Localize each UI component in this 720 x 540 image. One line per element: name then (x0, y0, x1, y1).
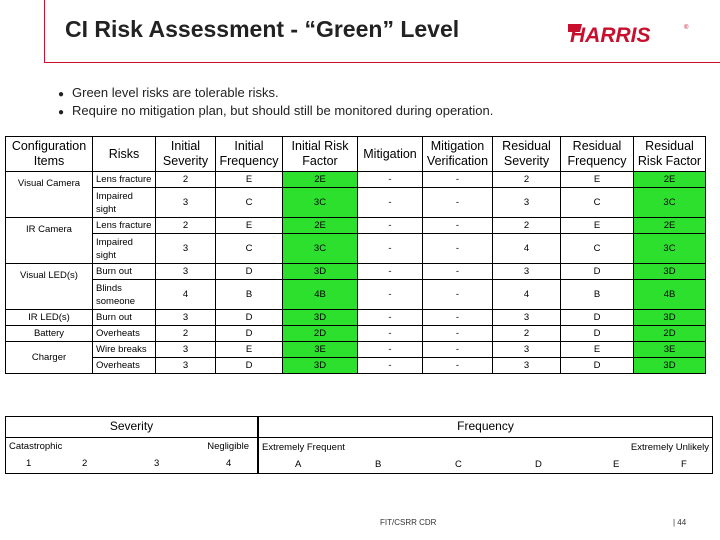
frequency-level: F (681, 459, 687, 470)
residual-risk-factor-cell: 3D (634, 264, 706, 280)
severity-scale-title: Severity (109, 419, 154, 433)
initial-risk-factor-cell: 2D (283, 326, 358, 342)
severity-level: 4 (226, 458, 232, 469)
header-initial-risk-factor: Initial Risk Factor (283, 137, 358, 172)
header-rule (44, 62, 720, 63)
initial-severity-cell: 3 (156, 188, 216, 218)
mitigation-cell: - (358, 326, 423, 342)
residual-risk-factor-cell: 2D (634, 326, 706, 342)
initial-risk-factor-cell: 2E (283, 218, 358, 234)
risk-cell: Impaired sight (93, 188, 156, 218)
residual-frequency-cell: C (561, 234, 634, 264)
mitigation-verification-cell: - (423, 310, 493, 326)
mitigation-verification-cell: - (423, 342, 493, 358)
initial-frequency-cell: D (216, 358, 283, 374)
bullet-item (58, 102, 493, 120)
severity-level: 3 (154, 458, 160, 469)
header-accent-line (44, 0, 45, 62)
initial-severity-cell: 2 (156, 218, 216, 234)
bullet-dot-icon: ● (58, 89, 65, 100)
frequency-level: C (455, 459, 462, 470)
residual-frequency-cell: C (561, 188, 634, 218)
config-item-cell: Visual LED(s) (6, 264, 93, 310)
table-row (6, 326, 706, 342)
mitigation-cell: - (358, 342, 423, 358)
header-configuration-items: Configuration Items (6, 137, 93, 172)
residual-frequency-cell: B (561, 280, 634, 310)
bullet-text: Green level risks are tolerable risks. (72, 85, 279, 100)
frequency-low-label: Extremely Frequent (262, 442, 345, 453)
mitigation-verification-cell: - (423, 234, 493, 264)
initial-frequency-cell: E (216, 342, 283, 358)
risk-cell: Burn out (93, 264, 156, 280)
mitigation-cell: - (358, 264, 423, 280)
initial-frequency-cell: E (216, 172, 283, 188)
config-item-cell: Charger (6, 342, 93, 374)
initial-risk-factor-cell: 3D (283, 358, 358, 374)
initial-frequency-cell: C (216, 188, 283, 218)
svg-text:®: ® (684, 25, 689, 31)
config-item-cell: IR LED(s) (6, 310, 93, 326)
initial-risk-factor-cell: 3E (283, 342, 358, 358)
header-risks: Risks (93, 137, 156, 172)
residual-severity-cell: 2 (493, 218, 561, 234)
risk-cell: Wire breaks (93, 342, 156, 358)
table-row (6, 234, 706, 264)
footer-label: FIT/CSRR CDR (380, 518, 437, 527)
mitigation-cell: - (358, 218, 423, 234)
risk-cell: Blinds someone (93, 280, 156, 310)
initial-frequency-cell: D (216, 326, 283, 342)
initial-severity-cell: 3 (156, 264, 216, 280)
header-residual-frequency: Residual Frequency (561, 137, 634, 172)
initial-risk-factor-cell: 3D (283, 310, 358, 326)
severity-low-label: Catastrophic (9, 441, 63, 452)
residual-severity-cell: 2 (493, 326, 561, 342)
frequency-level: B (375, 459, 382, 470)
frequency-scale (258, 416, 713, 474)
initial-severity-cell: 3 (156, 342, 216, 358)
residual-risk-factor-cell: 2E (634, 218, 706, 234)
mitigation-verification-cell: - (423, 264, 493, 280)
residual-frequency-cell: E (561, 172, 634, 188)
risk-cell: Burn out (93, 310, 156, 326)
table-row (6, 172, 706, 188)
header-mitigation-verification: Mitigation Verification (423, 137, 493, 172)
frequency-scale-divider (259, 437, 712, 438)
risk-cell: Overheats (93, 326, 156, 342)
frequency-level: D (535, 459, 542, 470)
risk-cell: Lens fracture (93, 218, 156, 234)
mitigation-cell: - (358, 188, 423, 218)
frequency-level: A (295, 459, 302, 470)
initial-risk-factor-cell: 2E (283, 172, 358, 188)
mitigation-verification-cell: - (423, 280, 493, 310)
initial-frequency-cell: D (216, 310, 283, 326)
header-mitigation: Mitigation (358, 137, 423, 172)
severity-level: 2 (82, 458, 88, 469)
initial-frequency-cell: B (216, 280, 283, 310)
header-initial-severity: Initial Severity (156, 137, 216, 172)
mitigation-verification-cell: - (423, 326, 493, 342)
initial-risk-factor-cell: 4B (283, 280, 358, 310)
residual-severity-cell: 2 (493, 172, 561, 188)
risk-cell: Lens fracture (93, 172, 156, 188)
table-row (6, 264, 706, 280)
header-residual-severity: Residual Severity (493, 137, 561, 172)
bullet-item (58, 84, 493, 102)
config-item-cell: Visual Camera (6, 172, 93, 218)
residual-severity-cell: 3 (493, 358, 561, 374)
residual-risk-factor-cell: 3D (634, 358, 706, 374)
frequency-level: E (613, 459, 620, 470)
mitigation-cell: - (358, 172, 423, 188)
residual-frequency-cell: D (561, 326, 634, 342)
initial-severity-cell: 3 (156, 358, 216, 374)
mitigation-cell: - (358, 234, 423, 264)
initial-severity-cell: 4 (156, 280, 216, 310)
residual-frequency-cell: D (561, 310, 634, 326)
bullet-text: Require no mitigation plan, but should still be monitored during operation. (72, 103, 494, 118)
severity-scale (5, 416, 258, 474)
mitigation-verification-cell: - (423, 172, 493, 188)
initial-frequency-cell: C (216, 234, 283, 264)
config-item-cell: Battery (6, 326, 93, 342)
mitigation-verification-cell: - (423, 188, 493, 218)
residual-frequency-cell: E (561, 218, 634, 234)
severity-level: 1 (26, 458, 32, 469)
initial-risk-factor-cell: 3C (283, 188, 358, 218)
initial-severity-cell: 2 (156, 326, 216, 342)
residual-severity-cell: 3 (493, 342, 561, 358)
risk-table (5, 136, 706, 374)
logo-text: HARRIS (570, 24, 651, 46)
harris-logo (566, 20, 690, 46)
mitigation-verification-cell: - (423, 218, 493, 234)
mitigation-cell: - (358, 280, 423, 310)
initial-frequency-cell: D (216, 264, 283, 280)
mitigation-cell: - (358, 310, 423, 326)
header-initial-frequency: Initial Frequency (216, 137, 283, 172)
residual-severity-cell: 4 (493, 234, 561, 264)
table-row (6, 188, 706, 218)
initial-severity-cell: 3 (156, 234, 216, 264)
bullet-dot-icon: ● (58, 107, 65, 118)
page-number: | 44 (673, 518, 687, 527)
residual-severity-cell: 4 (493, 280, 561, 310)
initial-risk-factor-cell: 3D (283, 264, 358, 280)
residual-risk-factor-cell: 4B (634, 280, 706, 310)
residual-risk-factor-cell: 3C (634, 234, 706, 264)
severity-scale-divider (6, 437, 257, 438)
residual-frequency-cell: D (561, 264, 634, 280)
initial-severity-cell: 2 (156, 172, 216, 188)
header-residual-risk-factor: Residual Risk Factor (634, 137, 706, 172)
table-row (6, 310, 706, 326)
residual-frequency-cell: E (561, 342, 634, 358)
mitigation-verification-cell: - (423, 358, 493, 374)
table-row (6, 218, 706, 234)
residual-risk-factor-cell: 3C (634, 188, 706, 218)
slide-title: CI Risk Assessment - “Green” Level (65, 16, 460, 42)
residual-severity-cell: 3 (493, 188, 561, 218)
initial-severity-cell: 3 (156, 310, 216, 326)
table-row (6, 280, 706, 310)
residual-risk-factor-cell: 2E (634, 172, 706, 188)
residual-severity-cell: 3 (493, 310, 561, 326)
residual-risk-factor-cell: 3E (634, 342, 706, 358)
table-row (6, 342, 706, 358)
severity-high-label: Negligible (207, 441, 249, 452)
risk-cell: Overheats (93, 358, 156, 374)
residual-severity-cell: 3 (493, 264, 561, 280)
mitigation-cell: - (358, 358, 423, 374)
frequency-high-label: Extremely Unlikely (630, 442, 709, 453)
config-item-cell: IR Camera (6, 218, 93, 264)
initial-frequency-cell: E (216, 218, 283, 234)
residual-risk-factor-cell: 3D (634, 310, 706, 326)
table-row (6, 358, 706, 374)
initial-risk-factor-cell: 3C (283, 234, 358, 264)
residual-frequency-cell: D (561, 358, 634, 374)
frequency-scale-title: Frequency (457, 419, 514, 433)
risk-cell: Impaired sight (93, 234, 156, 264)
bullet-list (58, 84, 493, 120)
